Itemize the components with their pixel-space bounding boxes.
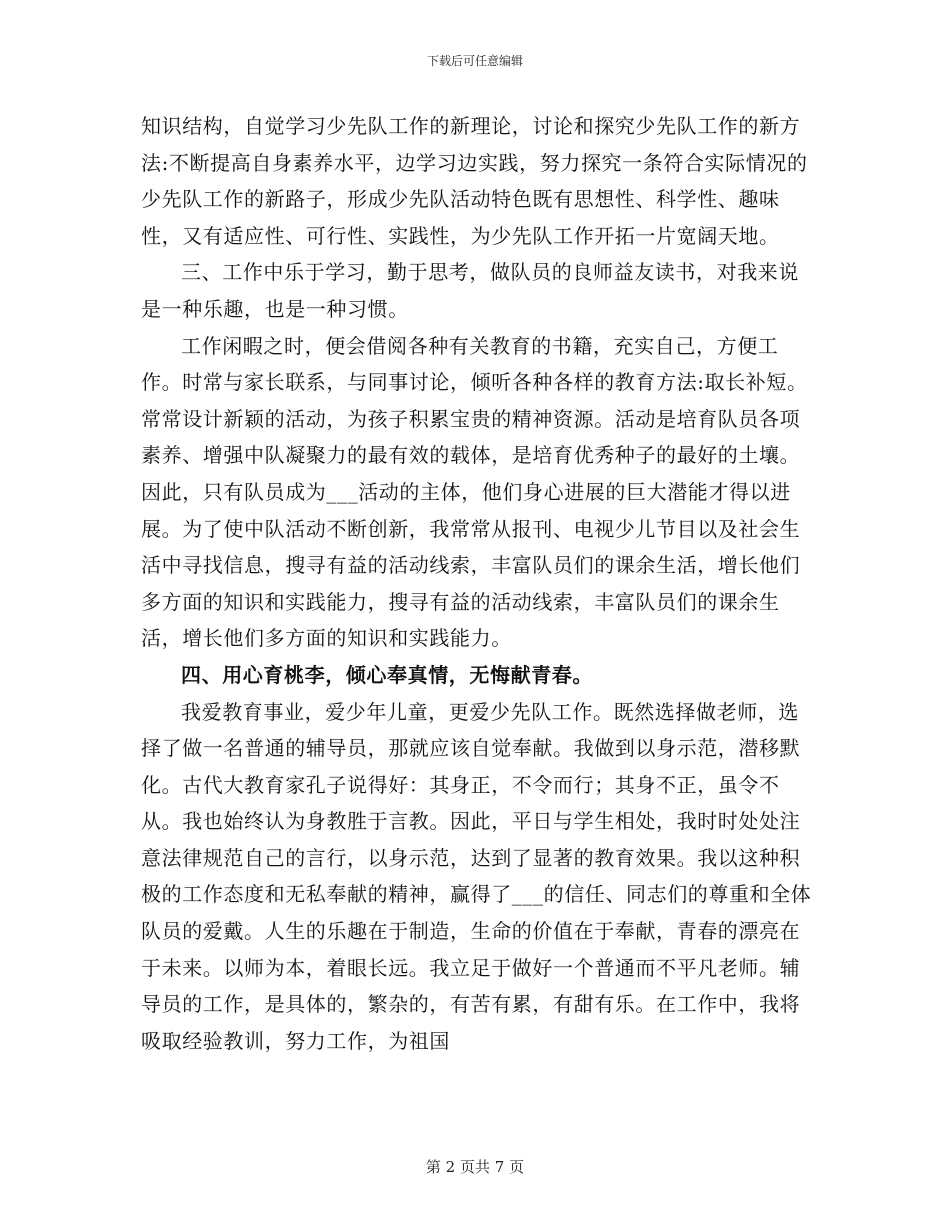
paragraph-section-three: 三、工作中乐于学习，勤于思考，做队员的良师益友读书，对我来说是一种乐趣，也是一种习惯。 [141, 260, 799, 321]
section-heading-four: 四、用心育桃李，倾心奉真情，无悔献青春。 [181, 662, 593, 687]
paragraph-dedication: 我爱教育事业，爱少年儿童，更爱少先队工作。既然选择做老师，选择了做一名普通的辅导员，那就应该自觉奉献。我做到以身示范，潜移默化。古代大教育家孔子说得好：其身正，不令而行；其身不正，虽令不从。我也始终认为身教胜于言教。因此，平日与学生相处，我时时处处注意法律规范自己的言行，以身示范，达到了显著的教育效果。我以这种积极的工作态度和无私奉献的精神，赢得了___的信任、同志们的尊重和全体队员的爱戴。人生的乐趣在于制造，生命的价值在于奉献，青春的漂亮在于未来。以师为本，着眼长远。我立足于做好一个普通而不平凡老师。辅导员的工作，是具体的，繁杂的，有苦有累，有甜有乐。在工作中，我将吸取经验教训，努力工作，为祖国 [141, 699, 812, 1053]
page-number: 第 2 页共 7 页 [425, 1158, 525, 1176]
document-body [141, 108, 813, 1059]
paragraph-reading-work: 工作闲暇之时，便会借阅各种有关教育的书籍，充实自己，方便工作。时常与家长联系，与同事讨论，倾听各种各样的教育方法:取长补短。常常设计新颖的活动，为孩子积累宝贵的精神资源。活动是培育队员各项素养、增强中队凝聚力的最有效的载体，是培育优秀种子的最好的土壤。因此，只有队员成为___活动的主体，他们身心进展的巨大潜能才得以进展。为了使中队活动不断创新，我常常从报刊、电视少儿节目以及社会生活中寻找信息，搜寻有益的活动线索，丰富队员们的课余生活，增长他们多方面的知识和实践能力，搜寻有益的活动线索，丰富队员们的课余生活，增长他们多方面的知识和实践能力。 [141, 333, 808, 651]
paragraph-continued: 知识结构，自觉学习少先队工作的新理论，讨论和探究少先队工作的新方法:不断提高自身素养水平，边学习边实践，努力探究一条符合实际情况的少先队工作的新路子，形成少先队活动特色既有思想性、科学性、趣味性，又有适应性、可行性、实践性，为少先队工作开拓一片宽阔天地。 [141, 114, 808, 248]
page-header: 下载后可任意编辑 [426, 54, 523, 68]
